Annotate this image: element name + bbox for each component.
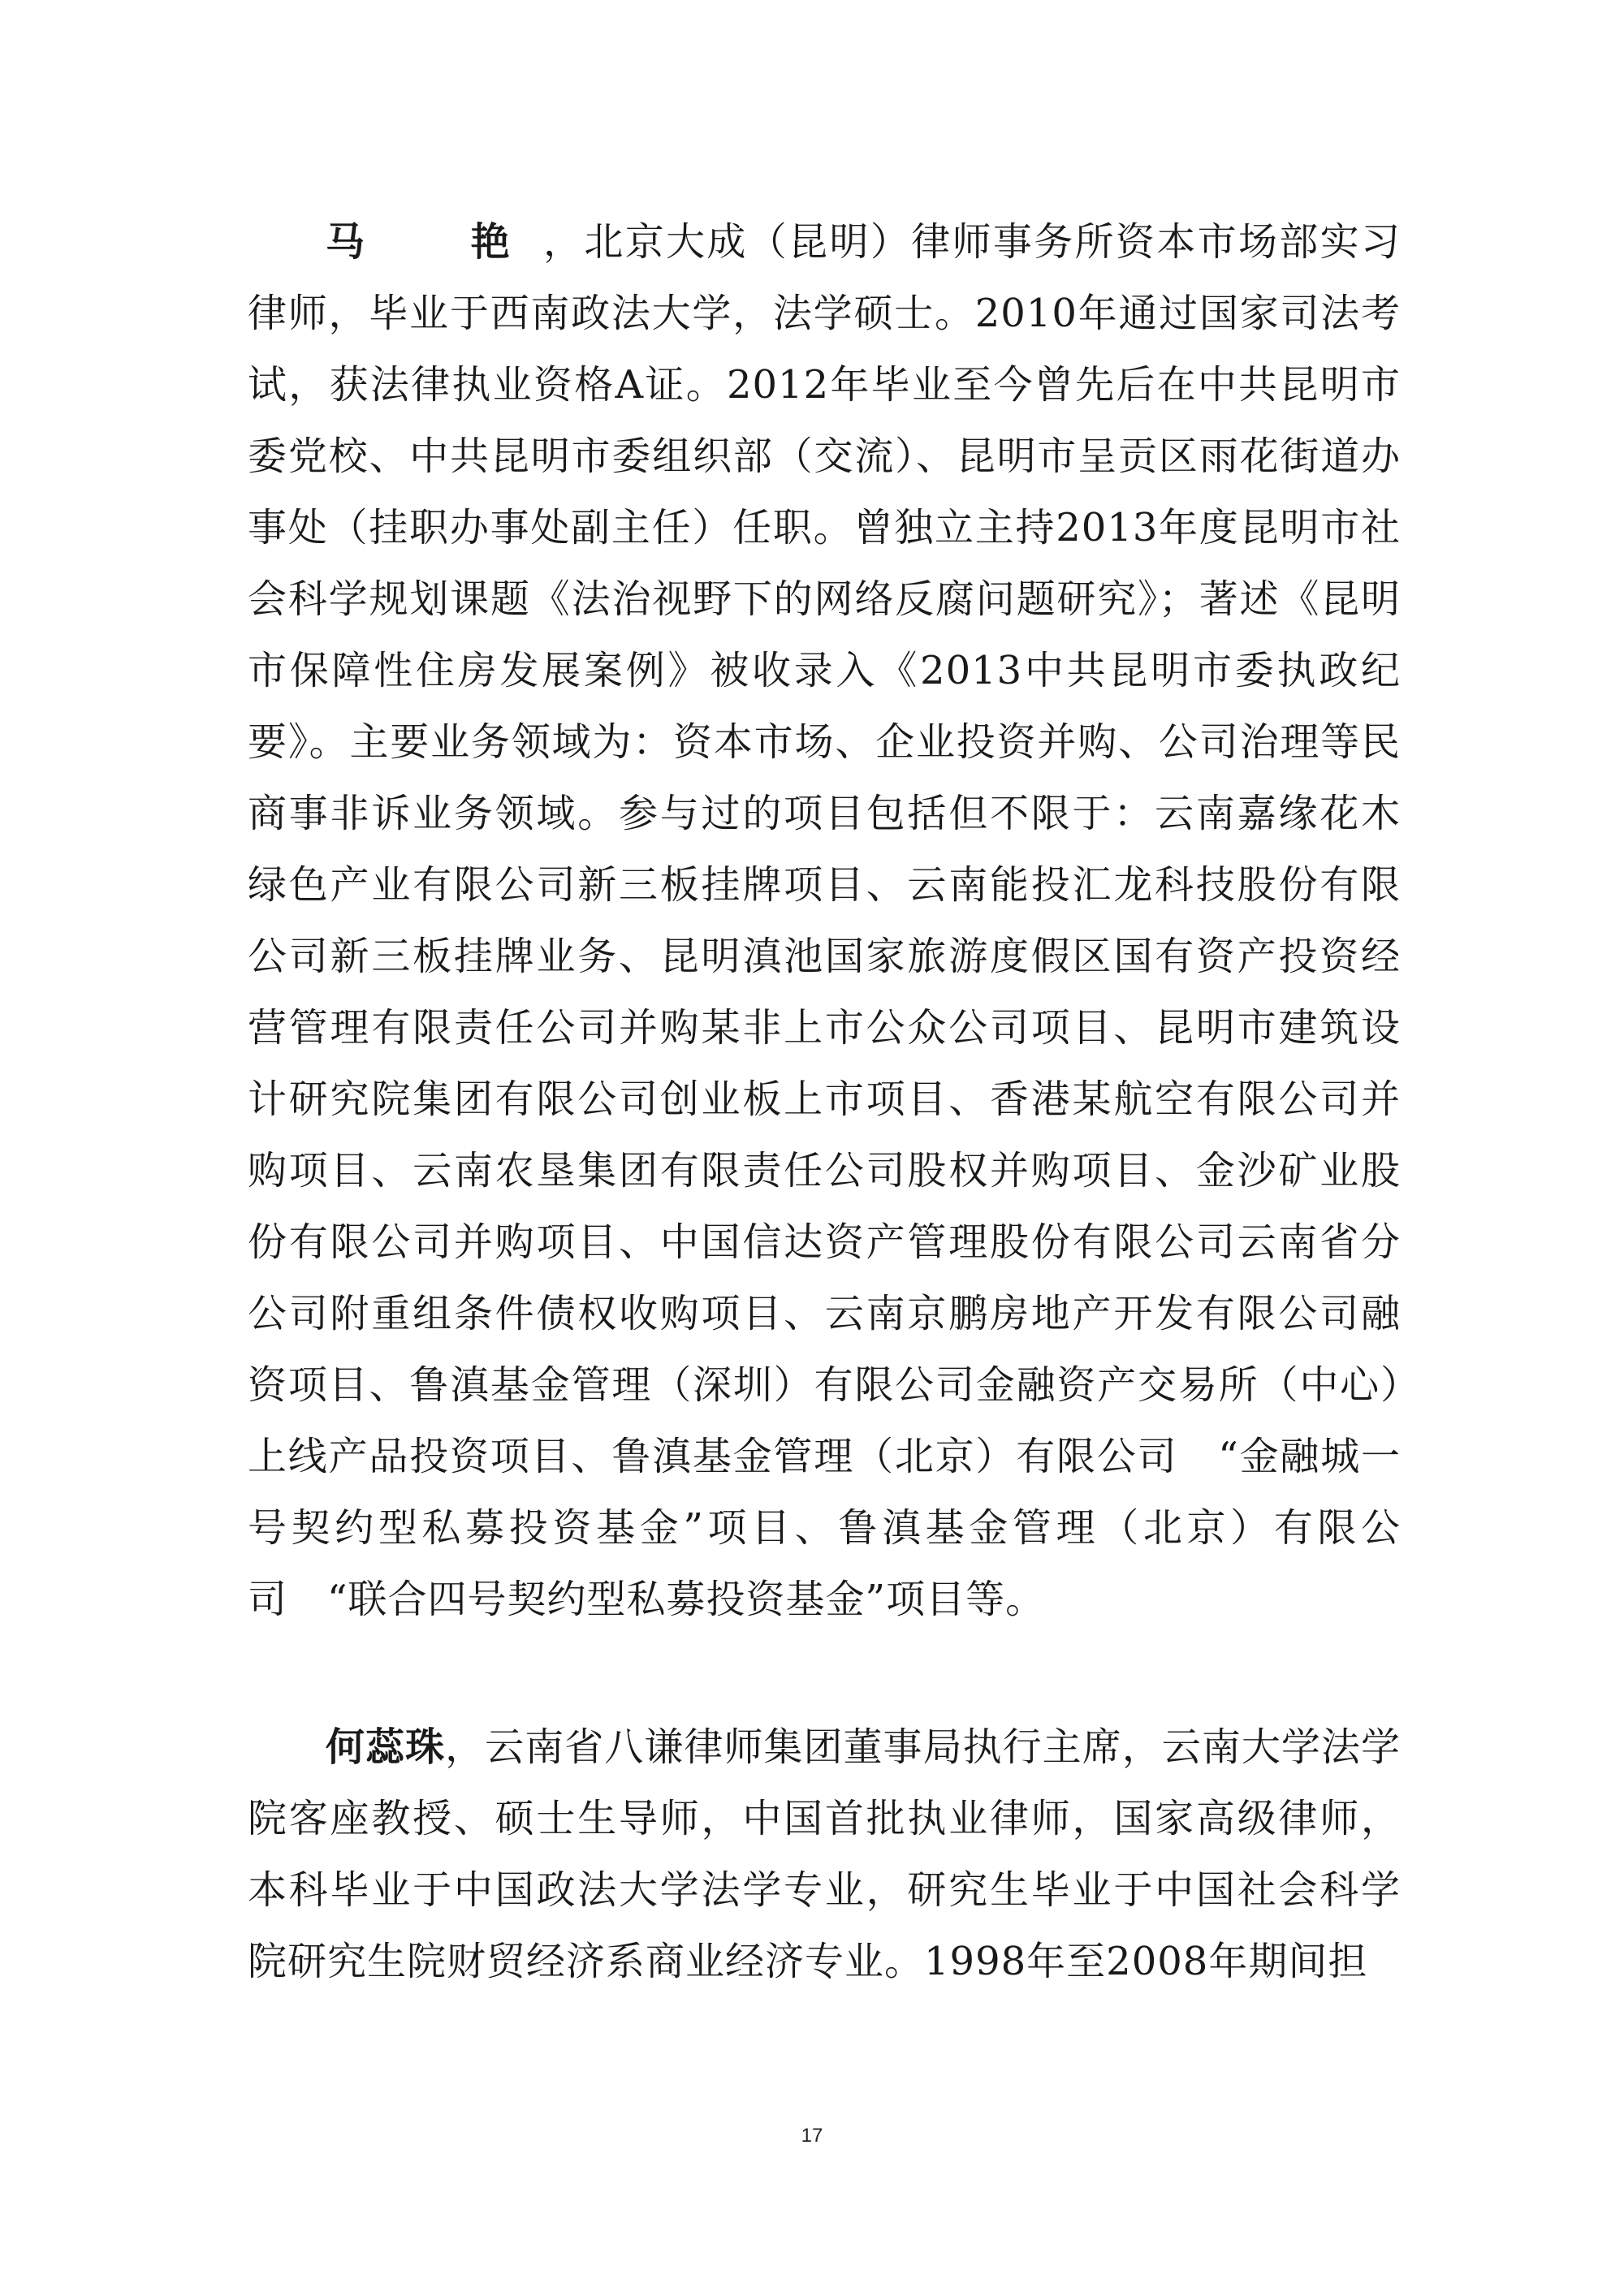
bio-paragraph-he-ruizhu: [248, 1711, 1401, 1997]
page-number: 17: [801, 2125, 823, 2147]
bio-text: ，北京大成（昆明）律师事务所资本市场部实习律师，毕业于西南政法大学，法学硕士。2010年通过国家司法考试，获法律执业资格A证。2012年毕业至今曾先后在中共昆明市委党校、中共昆明市委组织部（交流）、昆明市呈贡区雨花街道办事处（挂职办事处副主任）任职。曾独立主持2013年度昆明市社会科学规划课题《法治视野下的网络反腐问题研究》；著述《昆明市保障性住房发展案例》被收录入《2013中共昆明市委执政纪要》。主要业务领域为：资本市场、企业投资并购、公司治理等民商事非诉业务领域。参与过的项目包括但不限于：云南嘉缘花木绿色产业有限公司新三板挂牌项目、云南能投汇龙科技股份有限公司新三板挂牌业务、昆明滇池国家旅游度假区国有资产投资经营管理有限责任公司并购某非上市公众公司项目、昆明市建筑设计研究院集团有限公司创业板上市项目、香港某航空有限公司并购项目、云南农垦集团有限责任公司股权并购项目、金沙矿业股份有限公司并购项目、中国信达资产管理股份有限公司云南省分公司附重组条件债权收购项目、云南京鹏房地产开发有限公司融资项目、鲁滇基金管理（深圳）有限公司金融资产交易所（中心）上线产品投资项目、鲁滇基金管理（北京）有限公司 “金融城一号契约型私募投资基金”项目、鲁滇基金管理（北京）有限公司 “联合四号契约型私募投资基金”项目等。: [248, 219, 1401, 1622]
bio-name: 马 艳: [326, 219, 544, 265]
page-content: [248, 206, 1401, 1997]
bio-text: ，云南省八谦律师集团董事局执行主席，云南大学法学院客座教授、硕士生导师，中国首批执业律师，国家高级律师，本科毕业于中国政法大学法学专业，研究生毕业于中国社会科学院研究生院财贸经济系商业经济专业。1998年至2008年期间担: [248, 1724, 1401, 1984]
bio-name: 何蕊珠: [326, 1724, 446, 1770]
bio-paragraph-ma-yan: [248, 206, 1401, 1635]
